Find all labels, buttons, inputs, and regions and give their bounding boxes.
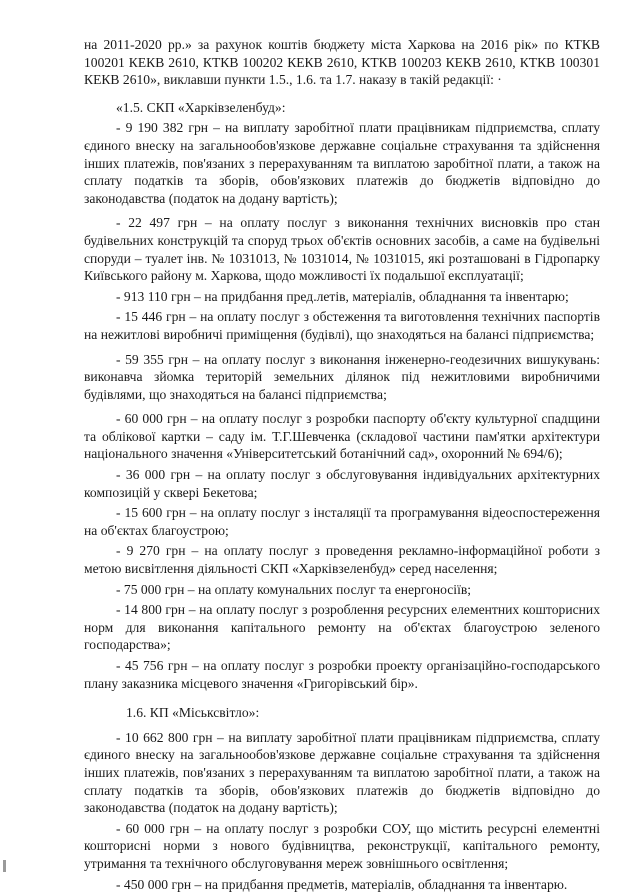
- section-1-5-item-9: - 9 270 грн – на оплату послуг з проведення рекламно-інформаційної роботи з метою висвітлення діяльності СКП «Харківзеленбуд» серед населення;: [84, 543, 600, 577]
- section-1-5-item-3: - 913 110 грн – на придбання пред.летів, матеріалів, обладнання та інвентарю;: [116, 288, 569, 304]
- section-1-5-heading: «1.5. СКП «Харківзеленбуд»:: [116, 99, 286, 115]
- section-1-5-item-11: - 14 800 грн – на оплату послуг з розроблення ресурсних елементних кошторисних норм для виконання капітального ремонту на об'єктах благоустрою зеленого господарства»;: [84, 602, 600, 653]
- section-1-5-item-1: - 9 190 382 грн – на виплату заробітної плати працівникам підприємства, сплату єдиного внеску на загальнообов'язкове державне соціальне страхування та здійснення інших платежів, пов'язаних з перерахуванням та виплатою заробітної плати, а також на сплату податків та зборів, обов'язкових платежів до бюджетів відповідно до законодавства (податок на додану вартість);: [84, 120, 600, 206]
- section-1-5-item-6: - 60 000 грн – на оплату послуг з розробки паспорту об'єкту культурної спадщини та облікової картки – саду ім. Т.Г.Шевченка (складової частини пам'ятки архітектури національного значення «Університетський ботанічний сад», охоронний № 694/6);: [84, 411, 600, 462]
- section-1-6-item-3: - 450 000 грн – на придбання предметів, матеріалів, обладнання та інвентарю.: [116, 876, 568, 892]
- section-1-6-item-2: - 60 000 грн – на оплату послуг з розробки СОУ, що містить ресурсні елементні кошторисні норми з нового будівництва, реконструкції, капітального ремонту, утримання та технічного обслуговування мереж зовнішнього освітлення;: [84, 820, 600, 871]
- intro-paragraph: на 2011-2020 рр.» за рахунок коштів бюджету міста Харкова на 2016 рік» по КТКВ 100201 КЕКВ 2610, КТКВ 100202 КЕКВ 2610, КТКВ 100203 КЕКВ 2610, КТКВ 100301 КЕКВ 2610», виклавши пункти 1.5., 1.6. та 1.7. наказу в такій редакції: ·: [84, 37, 600, 88]
- section-1-5-item-10: - 75 000 грн – на оплату комунальних послуг та енергоносіїв;: [116, 581, 472, 597]
- scan-edge-mark: [3, 860, 6, 872]
- document-page: [84, 36, 600, 893]
- section-1-5-item-4: - 15 446 грн – на оплату послуг з обстеження та виготовлення технічних паспортів на нежитлові виробничі приміщення (будівлі), що знаходяться на балансі підприємства;: [84, 309, 600, 342]
- section-1-5-item-7: - 36 000 грн – на оплату послуг з обслуговування індивідуальних архітектурних композицій у сквері Бекетова;: [84, 467, 600, 500]
- section-1-5-item-2: - 22 497 грн – на оплату послуг з виконання технічних висновків про стан будівельних конструкцій та споруд трьох об'єктів основних засобів, а саме на будівельні споруди – туалет інв. № 1031013, № 1031014, № 1031015, які розташовані в Гідропарку Київського району м. Харкова, щодо можливості їх подальшої експлуатації;: [84, 215, 600, 284]
- section-1-6-item-1: - 10 662 800 грн – на виплату заробітної плати працівникам підприємства, сплату єдиного внеску на загальнообов'язкове державне соціальне страхування та здійснення інших платежів, пов'язаних з перерахуванням та виплатою заробітної плати, а також на сплату податків та зборів, обов'язкових платежів до бюджетів відповідно до законодавства (податок на додану вартість);: [84, 729, 600, 816]
- section-1-6-heading: 1.6. КП «Міськсвітло»:: [126, 705, 260, 721]
- section-1-5-item-12: - 45 756 грн – на оплату послуг з розробки проекту організаційно-господарського плану заказника місцевого значення «Григорівський бір».: [84, 658, 600, 691]
- section-1-5-item-5: - 59 355 грн – на оплату послуг з виконання інженерно-геодезичних вишукувань: виконавча зйомка територій земельних ділянок під нежитловими виробничими будівлями, що знаходяться на балансі підприємства;: [84, 351, 600, 402]
- section-1-5-item-8: - 15 600 грн – на оплату послуг з інсталяції та програмування відеоспостереження на об'єктах благоустрою;: [84, 505, 600, 538]
